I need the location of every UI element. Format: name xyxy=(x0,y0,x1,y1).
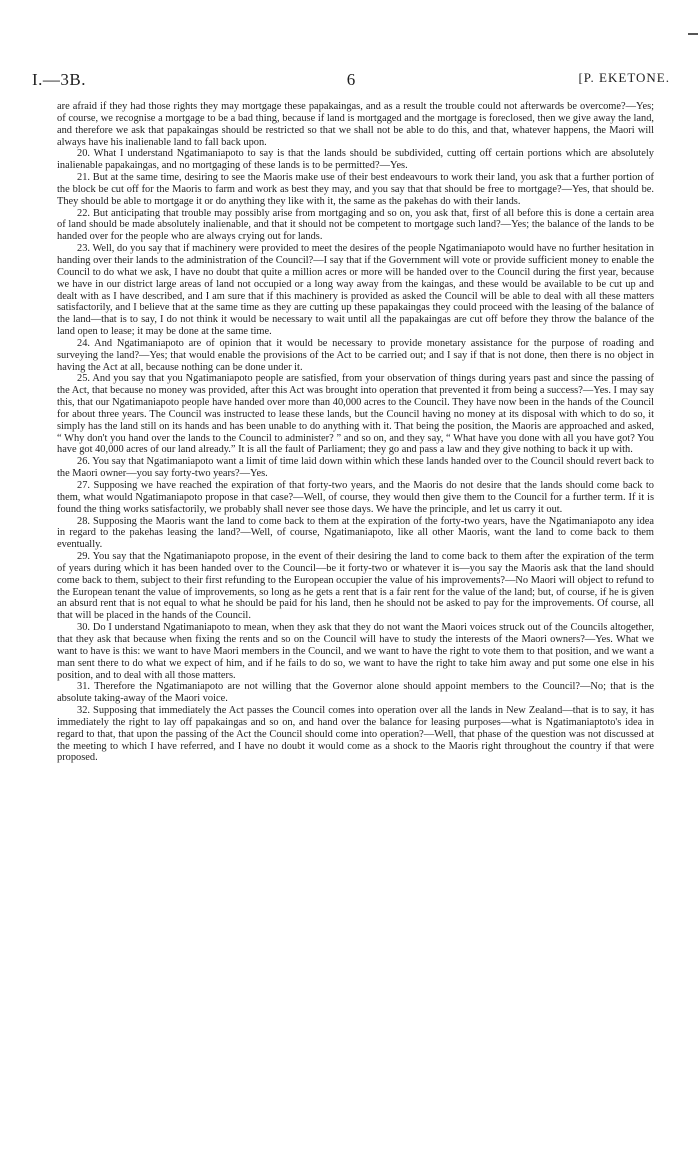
page-header xyxy=(32,70,670,90)
paragraph: 21. But at the same time, desiring to see the Maoris make use of their best endeavours to work their land, you ask that a further portion of the block be cut off for the Maoris to farm and work as best they may, and you say that that should be free to mortgage?—Yes, that should be. They should be able to mortgage it or do anything they like with it, the same as the pakehas do with their lands. xyxy=(57,172,654,207)
paragraph: 23. Well, do you say that if machinery were provided to meet the desires of the people Ngatimaniapoto would have no further hesitation in handing over their lands to the administration of the Council?—I say that if the Government will vote or provide sufficient money to enable the Council to do what we ask, I have no doubt that quite a million acres or more will be handed over to the Council during the first year, because we have in our district large areas of land not occupied or a long way away from the kaingas, and these would be available to be cut up and dealt with as I have described, and I am sure that if this machinery is provided as asked the Council will be able to deal with all these matters satisfactorily, and I believe that at the same time as they are cutting up these papakaingas they could proceed with the leasing of the balance of the land—that is to say, I do not think it would be necessary to wait until all the papakaingas are cut off before they throw the balance of the land open to lease; it may be done at the same time. xyxy=(57,243,654,338)
document-reference: I.—3B. xyxy=(32,70,86,89)
witness-name: [P. EKETONE. xyxy=(578,70,670,85)
page-number: 6 xyxy=(346,70,356,89)
paragraph: 22. But anticipating that trouble may possibly arise from mortgaging and so on, you ask that, first of all before this is done a certain area of land should be made absolutely inalienable, and that it should not be competent to mortgage such land?—Yes; the balance of the lands to be handed over for the people who are always crying out for lands. xyxy=(57,207,654,243)
paragraph: 31. Therefore the Ngatimaniapoto are not willing that the Governor alone should appoint members to the Council?—No; that is the absolute taking-away of the Maori voice. xyxy=(57,681,654,705)
paragraph: 28. Supposing the Maoris want the land to come back to them at the expiration of the forty-two years, have the Ngatimaniapoto any idea in regard to the pakehas leasing the land?—Well, of course, Ngatimaniapoto, like all other Maoris, want the land to come back to them eventually. xyxy=(57,515,654,551)
document-body xyxy=(57,101,654,764)
paragraph: 30. Do I understand Ngatimaniapoto to mean, when they ask that they do not want the Maori voices struck out of the Councils altogether, that they ask that because when fixing the rents and so on the Council will have to study the interests of the Maori owners?—Yes. What we want to have is this: we want to have Maori members in the Council, and we want to have the right to vote them to that position, and we want a man sent there to do what we expect of him, and if he fails to do so, we want to have the right to take him away and put some one else in his position, and to deal with all those matters. xyxy=(57,622,654,681)
paragraph: 29. You say that the Ngatimaniapoto propose, in the event of their desiring the land to come back to them after the expiration of the term of years during which it has been handed over to the Council—be it forty-two or whatever it is—you say the Maoris ask that the land should come back to them, subject to their first refunding to the European occupier the value of his improvements?—No Maori will object to refund to the European tenant the value of improvements, so long as he gets a rent that is a fair rent for the value of the land; but, of course, if he is given an absurd rent that is not equal to what he should be paid for his land, then he should not be asked to pay for the improvements. Of course, all that will be placed in the hands of the Council. xyxy=(57,551,654,622)
paragraph: are afraid if they had those rights they may mortgage these papakaingas, and as a result the trouble could not afterwards be overcome?—Yes; of course, we recognise a mortgage to be a bad thing, because if land is mortgaged and the mortgage is foreclosed, then we give away the land, and therefore we ask that papakaingas should be restricted so that we shall not be able to do this, and that, whatever happens, the Maori will always have his inalienable land to fall back upon. xyxy=(57,101,654,148)
paragraph: 27. Supposing we have reached the expiration of that forty-two years, and the Maoris do not desire that the lands should come back to them, what would Ngatimaniapoto propose in that case?—Well, of course, they would then give them to the Council for a further term. If it is found the thing works satisfactorily, we probably shall never see those days. We have the principle, and let us carry it out. xyxy=(57,480,654,515)
paragraph: 20. What I understand Ngatimaniapoto to say is that the lands should be subdivided, cutting off certain portions which are absolutely inalienable papakaingas, and no mortgaging of these lands is to be permitted?—Yes. xyxy=(57,148,654,172)
paragraph: 25. And you say that you Ngatimaniapoto people are satisfied, from your observation of things during years past and since the passing of the Act, that because no money was provided, after this Act was brought into operation that prevented it from being a success?—Yes. I may say this, that our Ngatimaniapoto people have handed over more than 40,000 acres to the Council. They have now been in the hands of the Council for about three years. The Council was instructed to lease these lands, but the Council having no money at its disposal with which to do so, it simply has the land still on its hands and has been unable to do anything with it. That being the position, the Maoris are approached and asked, “ Why don't you hand over the lands to the Council to administer? ” and so on, and they say, “ What have you done with all you have got? You have got 40,000 acres of our land already.” It is all the fault of Parliament; they go and pass a law and they give nothing to back it up with. xyxy=(57,373,654,456)
paragraph: 32. Supposing that immediately the Act passes the Council comes into operation over all the lands in New Zealand—that is to say, it has immediately the right to lay off papakaingas and so on, and hand over the balance for leasing purposes—what is Ngatimaniaptoto's idea in regard to that, that upon the passing of the Act the Council should come into operation?—Well, that phase of the question was not discussed at the meeting to which I have referred, and I have no doubt it would come as a shock to the Maoris right throughout the country if that were proposed. xyxy=(57,705,654,764)
paragraph: 26. You say that Ngatimaniapoto want a limit of time laid down within which these lands handed over to the Council should revert back to the Maori owner—you say forty-two years?—Yes. xyxy=(57,456,654,480)
paragraph: 24. And Ngatimaniapoto are of opinion that it would be necessary to provide monetary assistance for the purpose of roading and surveying the land?—Yes; that would enable the provisions of the Act to be carried out; and I say if that is not done, then there is no object in having the Act at all, because nothing can be done under it. xyxy=(57,337,654,373)
margin-mark xyxy=(688,33,698,35)
